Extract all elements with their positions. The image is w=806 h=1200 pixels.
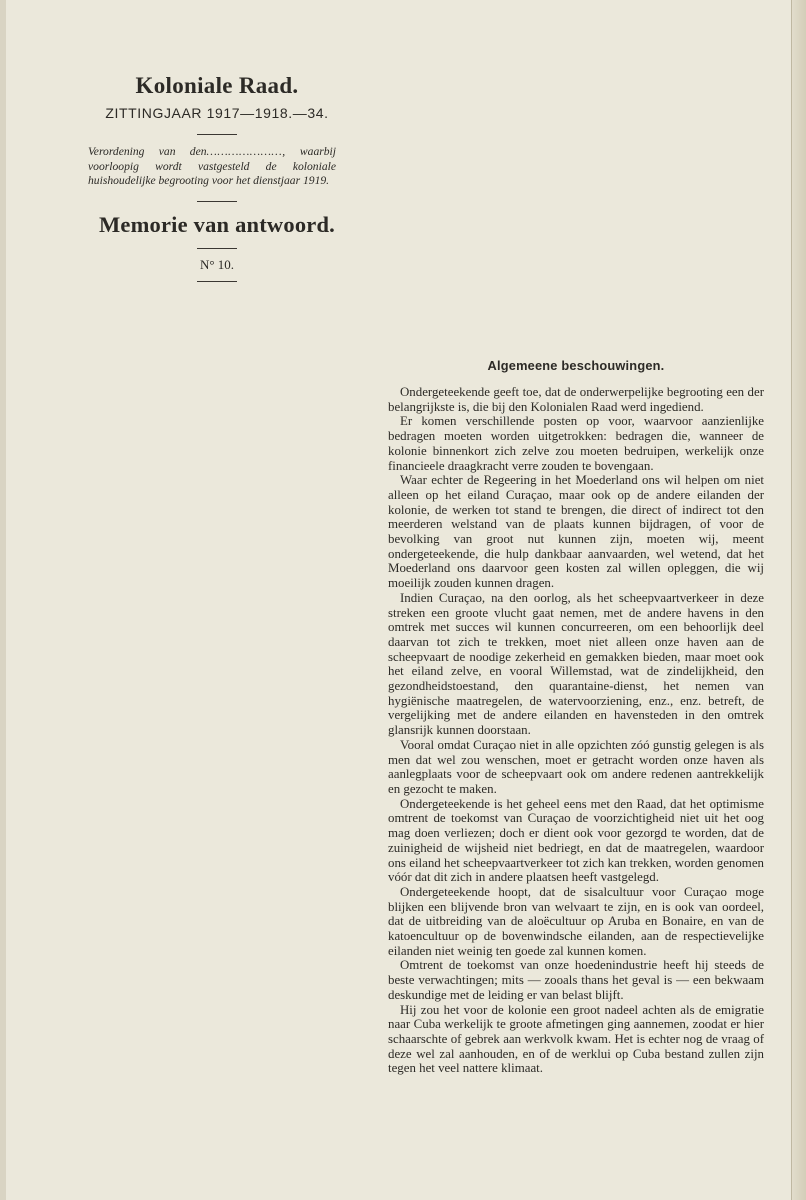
ordinance-rest: waarbij voorloopig wordt vastgesteld de koloniale huishoudelijke begrooting voor het dienstjaar 1919. (88, 145, 336, 188)
divider (197, 201, 237, 202)
title-block (88, 72, 342, 292)
ordinance-dots: …………………, (206, 145, 286, 158)
ordinance-description (88, 145, 336, 189)
paragraph: Ondergeteekende hoopt, dat de sisalcultuur voor Curaçao moge blijken een blijvende bron van welvaart te zijn, en is ook van oordeel, dat de uitbreiding van de aloëcultuur op Aruba en Bonaire, en van de katoencultuur op de bovenwindsche eilanden, aan de respectievelijke eilanden niet weinig ten goede zal kunnen komen. (388, 884, 764, 958)
page-binding-edge (0, 0, 6, 1200)
paragraph: Er komen verschillende posten op voor, waarvoor aanzienlijke bedragen moeten worden uitgetrokken: bedragen die, wanneer de kolonie binnenkort zich zelve zou moeten bedruipen, werkelijk onze financieele draagkracht verre zouden te bovengaan. (388, 414, 764, 473)
paragraph: Vooral omdat Curaçao niet in alle opzichten zóó gunstig gelegen is als men dat wel zou wenschen, moet er getracht worden onze haven als aanlegplaats voor de scheepvaart ook om andere redenen aantrekkelijk en gezocht te maken. (388, 737, 764, 796)
council-title: Koloniale Raad. (135, 73, 299, 98)
paragraph: Indien Curaçao, na den oorlog, als het scheepvaartverkeer in deze streken een groote vlucht gaat nemen, met de andere havens in den omtrek met succes wil kunnen concurreeren, om een behoorlijk deel daarvan tot zich te trekken, moet niet alleen onze haven aan de scheepvaart de noodige zekerheid en gemakken bieden, maar moet ook het eiland zelve, en vooral Willemstad, wat de zindelijkheid, den gezondheidstoestand, den quarantaine-dienst, het nemen van hygiënische maatregelen, de watervoorziening, enz., enz. betreft, de vergelijking met de andere eilanden en havensteden in den omtrek glansrijk kunnen doorstaan. (388, 590, 764, 738)
document-number: N° 10. (199, 256, 235, 272)
paragraph: Ondergeteekende is het geheel eens met den Raad, dat het optimisme omtrent de toekomst van Curaçao de voorzichtigheid niet uit het oog mag doen verliezen; doch er dient ook voor gezorgd te worden, dat de zuinigheid de wijsheid niet bedriegt, en dat de maatregelen, waardoor ons eiland het scheepvaartverkeer tot zich kan trekken, worden genomen vóór dat dit zich in andere plaatsen heeft vastgelegd. (388, 796, 764, 885)
paragraph: Omtrent de toekomst van onze hoedenindustrie heeft hij steeds de beste verwachtingen; mits — zooals thans het geval is — een bekwaam deskundige met de leiding er van belast blijft. (388, 958, 764, 1002)
session-year: ZITTINGJAAR 1917—1918.—34. (105, 105, 329, 121)
main-text-column (388, 358, 764, 1076)
divider (197, 248, 237, 249)
divider (197, 281, 237, 282)
paragraph: Ondergeteekende geeft toe, dat de onderwerpelijke begrooting een der belangrijkste is, die bij den Kolonialen Raad werd ingediend. (388, 385, 764, 414)
section-heading: Algemeene beschouwingen. (487, 358, 665, 373)
paragraph: Waar echter de Regeering in het Moederland ons wil helpen om niet alleen op het eiland Curaçao, maar ook op de andere eilanden der kolonie, de werken tot stand te brengen, die direct of indirect tot den meerderen welstand van de plaats kunnen bijdragen, of voor de bevolking van groot nut kunnen zijn, moeten wij, meent ondergeteekende, die hulp dankbaar aanvaarden, wel wetend, dat het Moederland ons daarvoor geen kosten zal willen opleggen, die wij moeilijk zouden kunnen dragen. (388, 473, 764, 591)
ordinance-intro: Verordening van den (88, 145, 207, 158)
paragraph: Hij zou het voor de kolonie een groot nadeel achten als de emigratie naar Cuba werkelijk te groote afmetingen ging aannemen, zoodat er hier schaarschte of gebrek aan werkvolk kwam. Het is echter nog de vraag of deze wel zal aanhouden, en of de werklui op Cuba bestand zullen zijn tegen het veel nattere klimaat. (388, 1002, 764, 1076)
document-type: Memorie van antwoord. (98, 211, 336, 237)
divider (197, 134, 237, 135)
section-body (388, 385, 764, 1076)
page-right-edge (791, 0, 806, 1200)
